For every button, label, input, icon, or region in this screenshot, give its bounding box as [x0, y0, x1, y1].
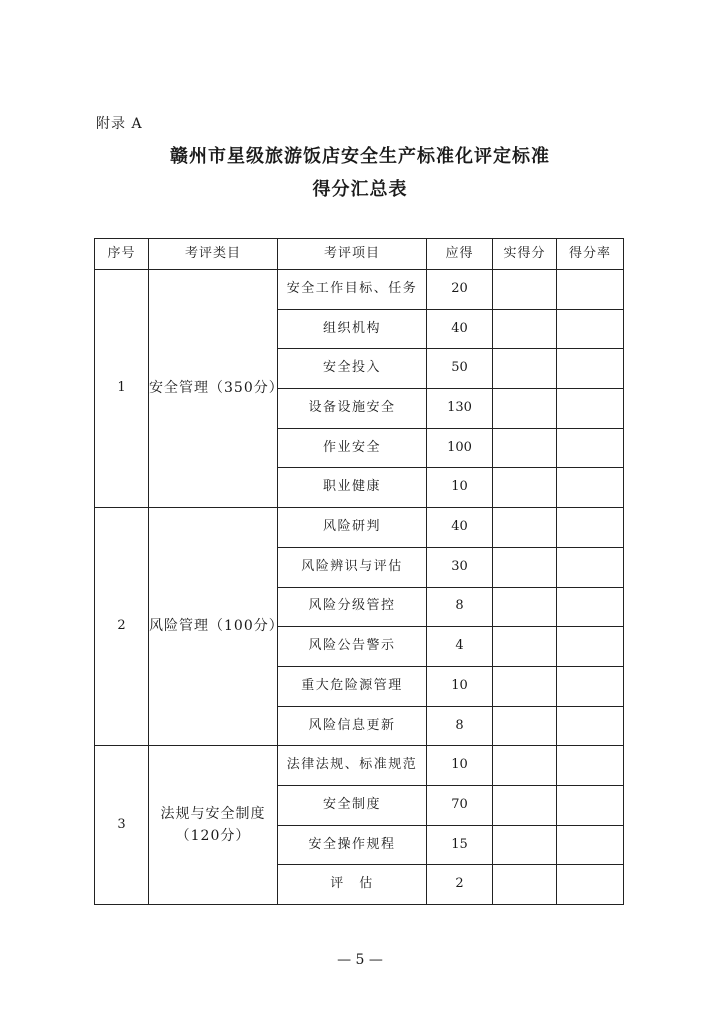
item-name: 风险辨识与评估	[278, 547, 427, 587]
actual-score-cell	[493, 547, 557, 587]
group-category: 风险管理（100分）	[149, 508, 278, 746]
actual-score-cell	[493, 468, 557, 508]
score-rate-cell	[557, 508, 624, 548]
item-full-score: 40	[427, 309, 493, 349]
header-cell-no: 序号	[95, 239, 149, 270]
actual-score-cell	[493, 706, 557, 746]
header-cell-item: 考评项目	[278, 239, 427, 270]
item-name: 法律法规、标准规范	[278, 746, 427, 786]
score-rate-cell	[557, 825, 624, 865]
document-title: 赣州市星级旅游饭店安全生产标准化评定标准	[170, 146, 550, 167]
group-number: 1	[95, 270, 149, 508]
actual-score-cell	[493, 309, 557, 349]
score-rate-cell	[557, 706, 624, 746]
group-category: 安全管理（350分）	[149, 270, 278, 508]
item-full-score: 15	[427, 825, 493, 865]
table-row	[95, 746, 624, 786]
group-number: 3	[95, 746, 149, 905]
score-rate-cell	[557, 349, 624, 389]
document-subtitle: 得分汇总表	[312, 179, 408, 200]
item-full-score: 100	[427, 428, 493, 468]
score-rate-cell	[557, 627, 624, 667]
actual-score-cell	[493, 785, 557, 825]
group-category: 法规与安全制度（120分）	[149, 746, 278, 905]
actual-score-cell	[493, 587, 557, 627]
actual-score-cell	[493, 389, 557, 429]
item-name: 安全工作目标、任务	[278, 270, 427, 310]
score-rate-cell	[557, 587, 624, 627]
score-rate-cell	[557, 468, 624, 508]
page-number: — 5 —	[337, 952, 383, 968]
header-cell-full-score: 应得	[427, 239, 493, 270]
item-full-score: 10	[427, 746, 493, 786]
table-row	[95, 270, 624, 310]
score-rate-cell	[557, 666, 624, 706]
actual-score-cell	[493, 865, 557, 905]
item-full-score: 50	[427, 349, 493, 389]
group-number: 2	[95, 508, 149, 746]
item-name: 安全制度	[278, 785, 427, 825]
item-name: 风险分级管控	[278, 587, 427, 627]
appendix-label: 附录 A	[96, 116, 143, 132]
item-full-score: 8	[427, 587, 493, 627]
actual-score-cell	[493, 349, 557, 389]
actual-score-cell	[493, 508, 557, 548]
item-full-score: 130	[427, 389, 493, 429]
item-name: 风险研判	[278, 508, 427, 548]
item-name: 风险公告警示	[278, 627, 427, 667]
score-rate-cell	[557, 389, 624, 429]
item-name: 安全投入	[278, 349, 427, 389]
item-name: 安全操作规程	[278, 825, 427, 865]
item-name: 作业安全	[278, 428, 427, 468]
item-name: 职业健康	[278, 468, 427, 508]
item-full-score: 30	[427, 547, 493, 587]
score-rate-cell	[557, 785, 624, 825]
actual-score-cell	[493, 428, 557, 468]
item-full-score: 8	[427, 706, 493, 746]
item-name: 设备设施安全	[278, 389, 427, 429]
table-header-row	[95, 239, 624, 270]
table-row	[95, 508, 624, 548]
item-full-score: 2	[427, 865, 493, 905]
actual-score-cell	[493, 825, 557, 865]
header-cell-actual-score: 实得分	[493, 239, 557, 270]
score-rate-cell	[557, 865, 624, 905]
item-name: 重大危险源管理	[278, 666, 427, 706]
header-cell-score-rate: 得分率	[557, 239, 624, 270]
item-name: 风险信息更新	[278, 706, 427, 746]
score-rate-cell	[557, 428, 624, 468]
actual-score-cell	[493, 627, 557, 667]
item-full-score: 70	[427, 785, 493, 825]
score-rate-cell	[557, 746, 624, 786]
item-full-score: 4	[427, 627, 493, 667]
item-full-score: 10	[427, 666, 493, 706]
header-cell-category: 考评类目	[149, 239, 278, 270]
score-summary-table	[94, 238, 624, 905]
actual-score-cell	[493, 746, 557, 786]
actual-score-cell	[493, 270, 557, 310]
item-full-score: 40	[427, 508, 493, 548]
item-name: 组织机构	[278, 309, 427, 349]
score-rate-cell	[557, 309, 624, 349]
item-full-score: 10	[427, 468, 493, 508]
item-name: 评 估	[278, 865, 427, 905]
item-full-score: 20	[427, 270, 493, 310]
score-rate-cell	[557, 270, 624, 310]
score-rate-cell	[557, 547, 624, 587]
actual-score-cell	[493, 666, 557, 706]
